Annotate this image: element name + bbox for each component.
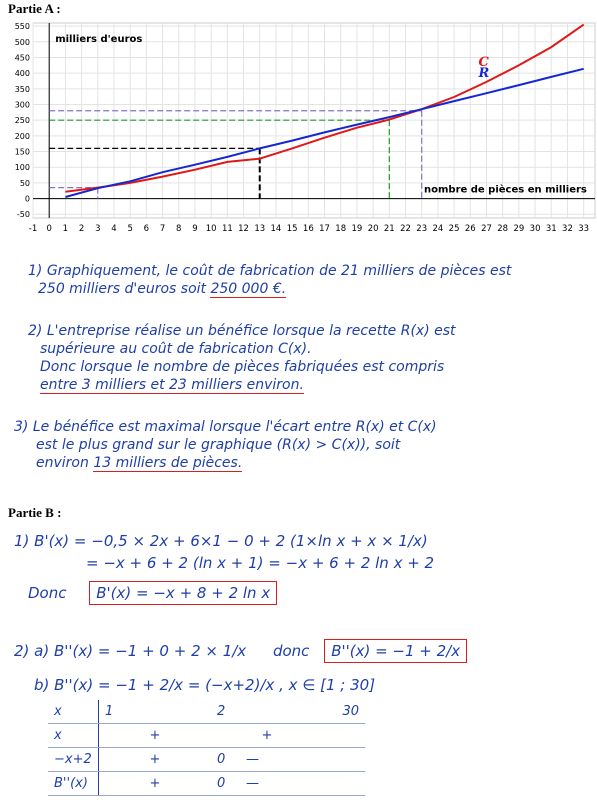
x-tick-label: 14 <box>270 224 282 234</box>
part-a-q3 <box>14 418 437 472</box>
b-q1-line-2: = −x + 6 + 2 (ln x + 1) = −x + 6 + 2 ln x + 2 <box>86 554 435 572</box>
sign-row-b-second: B''(x) + 0 — <box>48 772 365 796</box>
part-b-q2a: 2) a) B''(x) = −1 + 0 + 2 × 1/x donc B''(x) = −1 + 2/x <box>14 640 467 662</box>
x-tick-label: 24 <box>432 224 444 234</box>
y-tick-label: 500 <box>14 37 30 47</box>
x-tick-label: 26 <box>464 224 476 234</box>
y-tick-label: 50 <box>19 178 30 188</box>
y-tick-label: 200 <box>14 131 30 141</box>
y-tick-label: 250 <box>14 116 30 126</box>
x-tick-label: 6 <box>143 224 150 234</box>
part-a-q1 <box>28 262 511 298</box>
x-tick-label: 27 <box>481 224 492 234</box>
function-graph <box>0 18 597 245</box>
part-b-q2b: b) B''(x) = −1 + 2/x = (−x+2)/x , x ∈ [1 ; 30] <box>34 676 376 694</box>
x-tick-label: 1 <box>62 224 69 234</box>
q1-line-1: 1) Graphiquement, le coût de fabrication de 21 milliers de pièces est <box>28 263 512 279</box>
b-prime-result: B'(x) = −x + 8 + 2 ln x <box>89 581 277 605</box>
x-axis-label: nombre de pièces en milliers <box>424 184 587 196</box>
x-tick-label: 4 <box>111 224 117 234</box>
q1-answer: 250 000 €. <box>210 281 287 297</box>
x-tick-label: 30 <box>529 224 541 234</box>
y-tick-label: 150 <box>14 147 30 157</box>
x-tick-label: 33 <box>578 224 590 234</box>
y-tick-label: 400 <box>14 69 30 79</box>
x-tick-label: 7 <box>159 224 166 234</box>
b-q1-line-3: Donc B'(x) = −x + 8 + 2 ln x <box>14 582 434 604</box>
sign-row-minus-x-plus-2: −x+2 + 0 — <box>48 748 365 772</box>
x-tick-label: 13 <box>254 224 266 234</box>
part-b-title: Partie B : <box>8 505 62 520</box>
y-tick-label: 350 <box>14 84 30 94</box>
x-tick-label: 29 <box>513 224 525 234</box>
y-tick-label: 0 <box>24 194 30 204</box>
series-label-R: R <box>478 66 490 82</box>
x-tick-label: 25 <box>448 224 460 234</box>
x-tick-label: -1 <box>28 224 38 234</box>
x-tick-label: 19 <box>351 224 363 234</box>
q1-line-2: 250 milliers d'euros soit 250 000 €. <box>38 281 287 297</box>
y-tick-label: 450 <box>14 53 30 63</box>
q3-line-2: est le plus grand sur le graphique (R(x) > C(x)), soit <box>36 437 401 453</box>
y-tick-label: -50 <box>16 210 30 220</box>
part-b-q1 <box>14 530 434 604</box>
x-tick-label: 5 <box>127 224 133 234</box>
x-tick-label: 11 <box>221 224 233 234</box>
sign-table <box>48 700 365 796</box>
x-tick-label: 2 <box>78 224 85 234</box>
b-second-result: B''(x) = −1 + 2/x <box>324 639 467 663</box>
x-tick-label: 20 <box>367 224 379 234</box>
x-tick-label: 18 <box>335 224 347 234</box>
sign-row-x: x + + <box>48 724 365 748</box>
x-tick-label: 8 <box>176 224 182 234</box>
x-tick-label: 0 <box>46 224 52 234</box>
x-tick-label: 32 <box>562 224 573 234</box>
q2-line-3: Donc lorsque le nombre de pièces fabriquées est compris <box>40 359 445 375</box>
series-label-C: C <box>478 54 489 70</box>
b-q1-line-1: 1) B'(x) = −0,5 × 2x + 6×1 − 0 + 2 (1×ln x + x × 1/x) <box>14 532 428 550</box>
x-tick-label: 31 <box>545 224 557 234</box>
y-tick-label: 300 <box>14 100 30 110</box>
y-axis-label: milliers d'euros <box>55 33 143 45</box>
q3-line-1: 3) Le bénéfice est maximal lorsque l'écart entre R(x) et C(x) <box>14 419 437 435</box>
part-a-title: Partie A : <box>8 1 61 16</box>
x-tick-label: 16 <box>302 224 314 234</box>
q2-line-2: supérieure au coût de fabrication C(x). <box>40 341 312 357</box>
x-tick-label: 15 <box>286 224 298 234</box>
q2-line-1: 2) L'entreprise réalise un bénéfice lorsque la recette R(x) est <box>28 323 456 339</box>
q2-line-4: entre 3 milliers et 23 milliers environ. <box>40 377 304 393</box>
x-tick-label: 9 <box>192 224 198 234</box>
q3-line-3: environ 13 milliers de pièces. <box>36 455 243 471</box>
q3-answer: 13 milliers de pièces. <box>93 455 243 471</box>
x-tick-label: 10 <box>205 224 217 234</box>
x-tick-label: 12 <box>238 224 249 234</box>
sign-table-header: x 1 2 30 <box>48 700 365 724</box>
x-tick-label: 17 <box>319 224 330 234</box>
x-tick-label: 23 <box>416 224 428 234</box>
x-tick-label: 3 <box>95 224 101 234</box>
x-tick-label: 28 <box>497 224 509 234</box>
x-tick-label: 22 <box>400 224 411 234</box>
y-tick-label: 100 <box>14 163 30 173</box>
x-tick-label: 21 <box>383 224 395 234</box>
part-a-q2 <box>28 322 456 394</box>
y-tick-label: 550 <box>14 22 30 32</box>
